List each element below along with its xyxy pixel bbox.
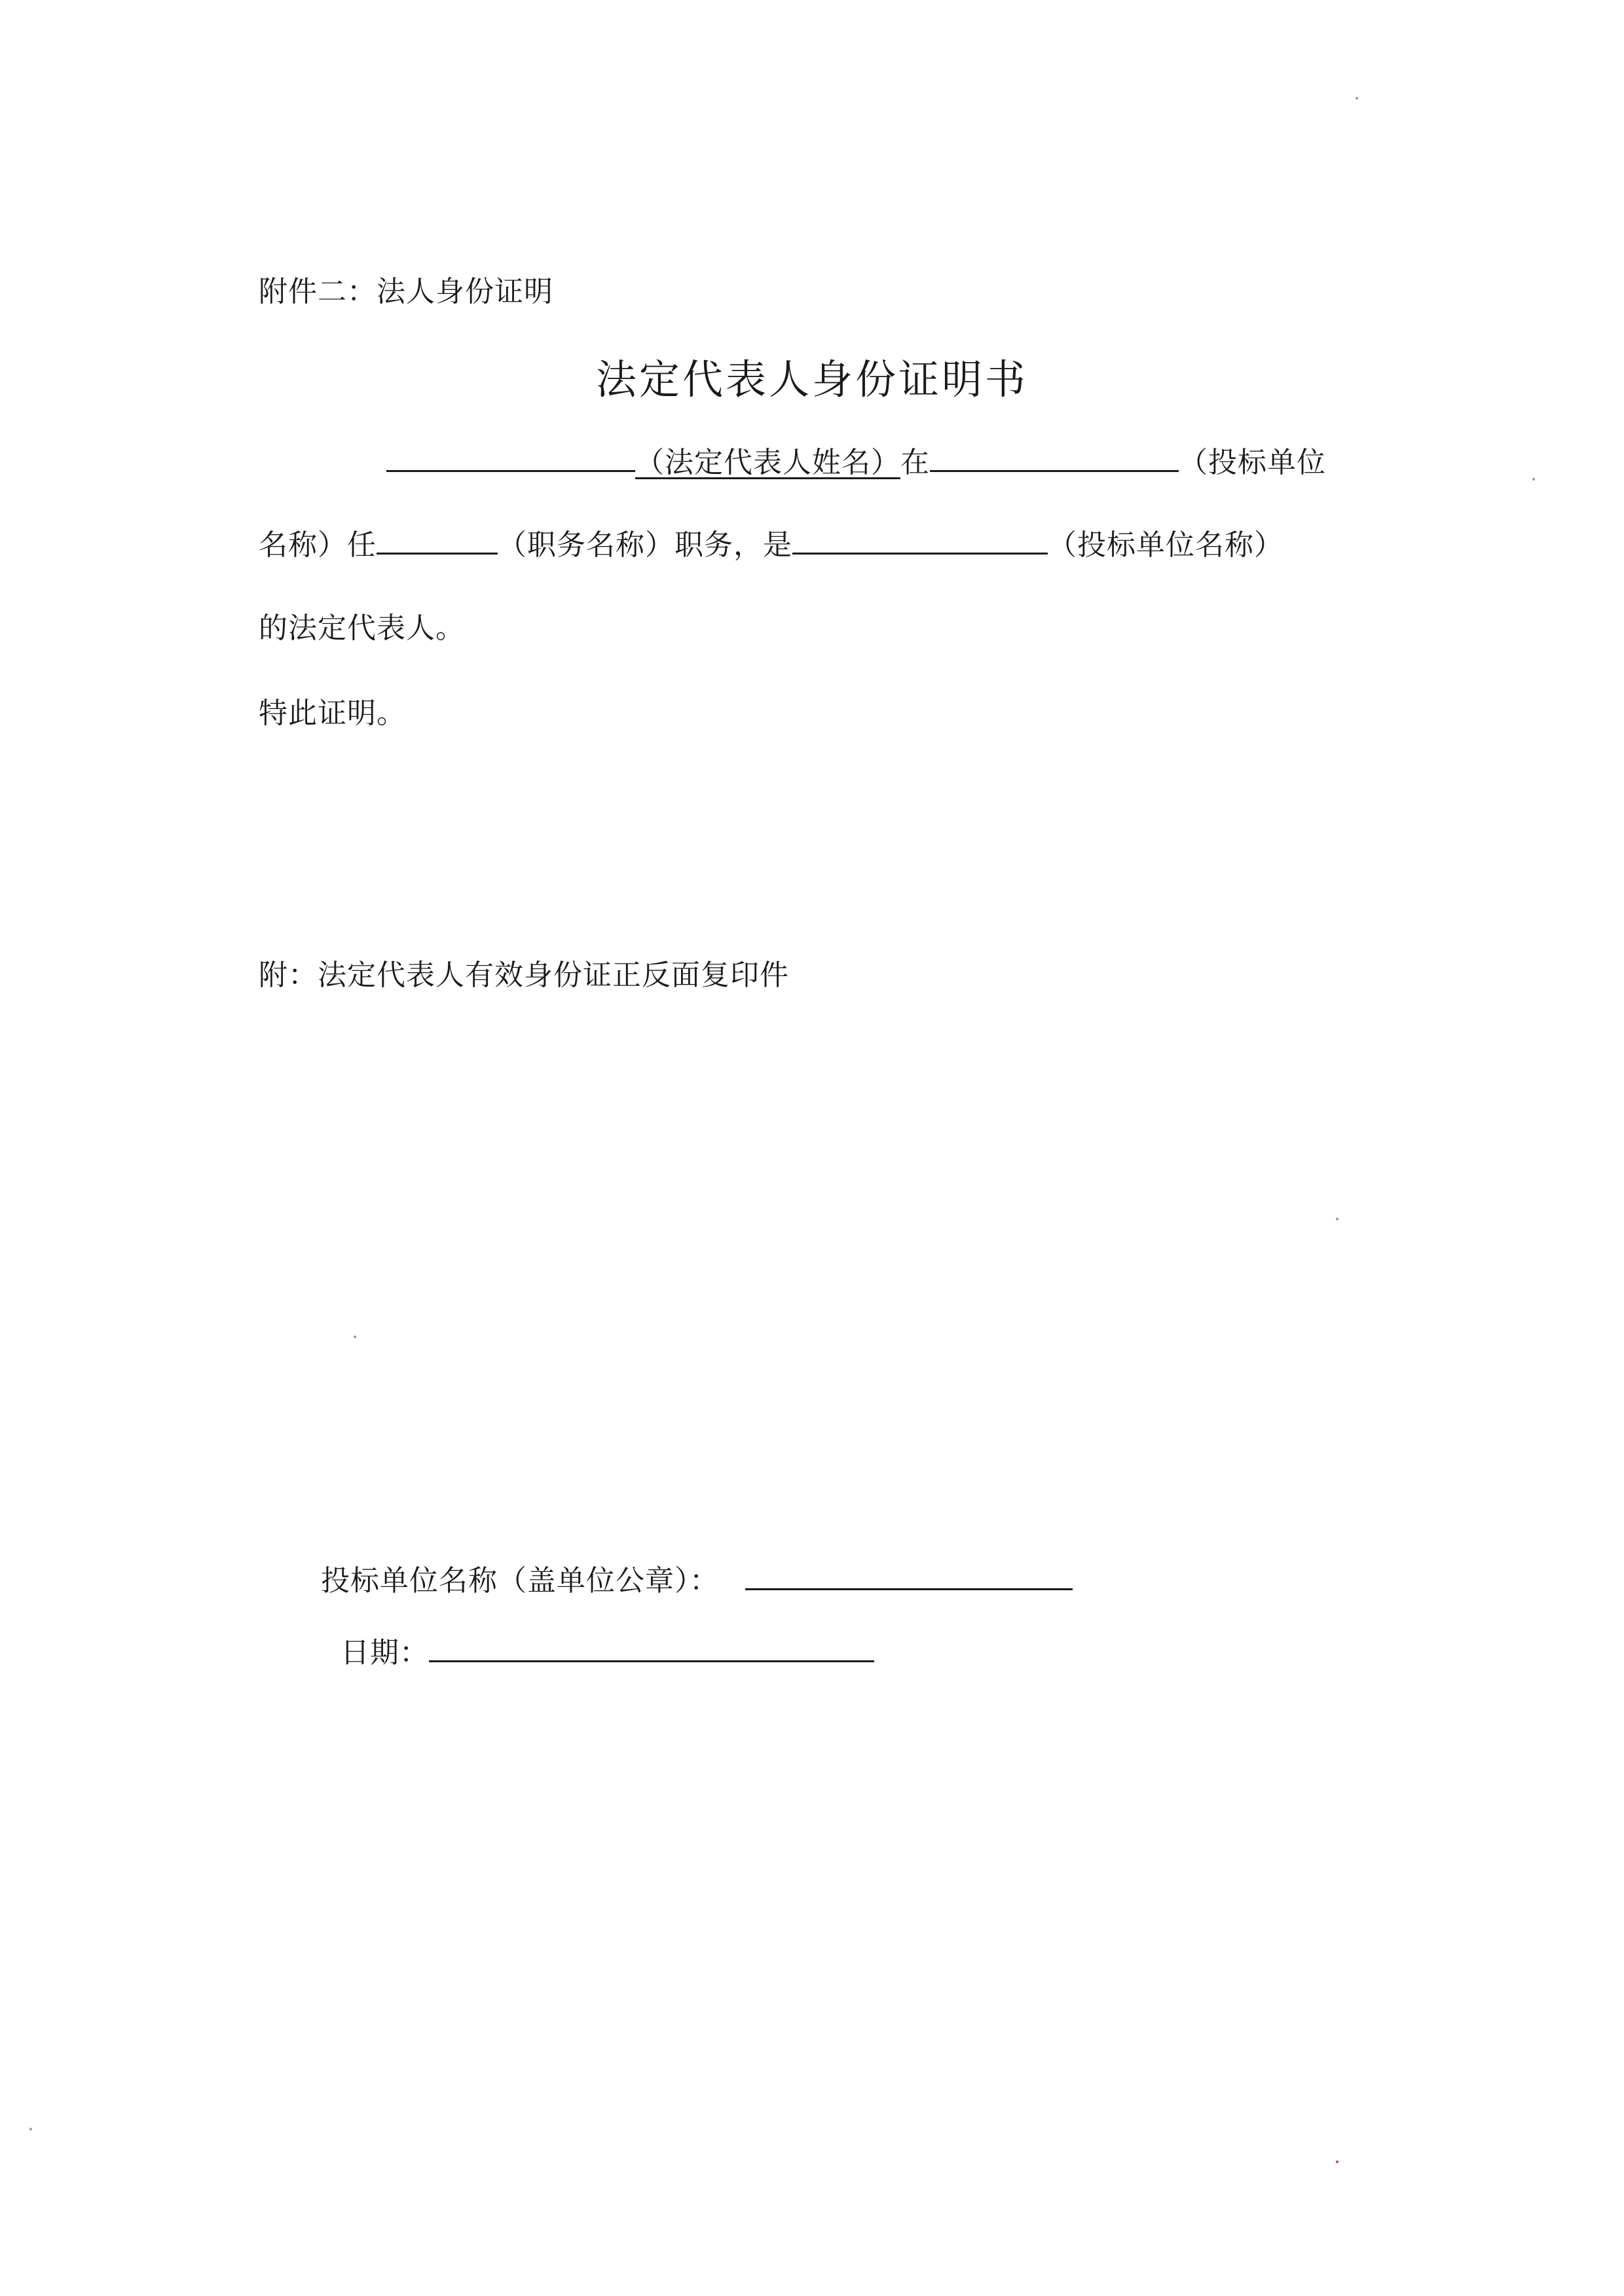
paragraph-line-2 xyxy=(259,522,1283,565)
certify-statement: 特此证明。 xyxy=(259,697,406,730)
date-label: 日期： xyxy=(341,1636,429,1669)
legal-rep-name-hint: （法定代表人姓名） xyxy=(635,446,900,479)
signature-unit-label: 投标单位名称（盖单位公章）： xyxy=(321,1564,719,1597)
unit-name-hint-1: （投标单位 xyxy=(1179,446,1326,479)
attachment-note: 附：法定代表人有效身份证正反面复印件 xyxy=(259,958,789,992)
position-prefix: 名称）任 xyxy=(259,528,377,562)
date-row xyxy=(341,1630,874,1673)
position-blank[interactable] xyxy=(377,522,498,555)
legal-rep-name-blank[interactable] xyxy=(386,440,635,472)
unit-name-hint-2: （投标单位名称） xyxy=(1048,528,1283,562)
scan-speck xyxy=(354,1336,356,1338)
document-title: 法定代表人身份证明书 xyxy=(595,355,1028,403)
attachment-heading: 附件二：法人身份证明 xyxy=(259,275,553,308)
date-blank[interactable] xyxy=(429,1630,874,1662)
unit-name-blank-1[interactable] xyxy=(930,440,1179,472)
scan-speck xyxy=(1532,478,1535,481)
position-hint: （职务名称）职务，是 xyxy=(498,528,792,562)
unit-name-blank-2[interactable] xyxy=(792,522,1048,555)
scan-speck xyxy=(1336,1218,1338,1220)
signature-unit-blank[interactable] xyxy=(745,1558,1073,1590)
signature-unit-row xyxy=(321,1558,1073,1601)
paragraph-line-1 xyxy=(386,440,1326,483)
paragraph-line-3: 的法定代表人。 xyxy=(259,611,465,645)
scan-speck xyxy=(1336,2160,1338,2163)
scan-speck xyxy=(1356,97,1358,100)
in-label: 在 xyxy=(900,446,930,479)
scan-speck xyxy=(29,2128,32,2130)
